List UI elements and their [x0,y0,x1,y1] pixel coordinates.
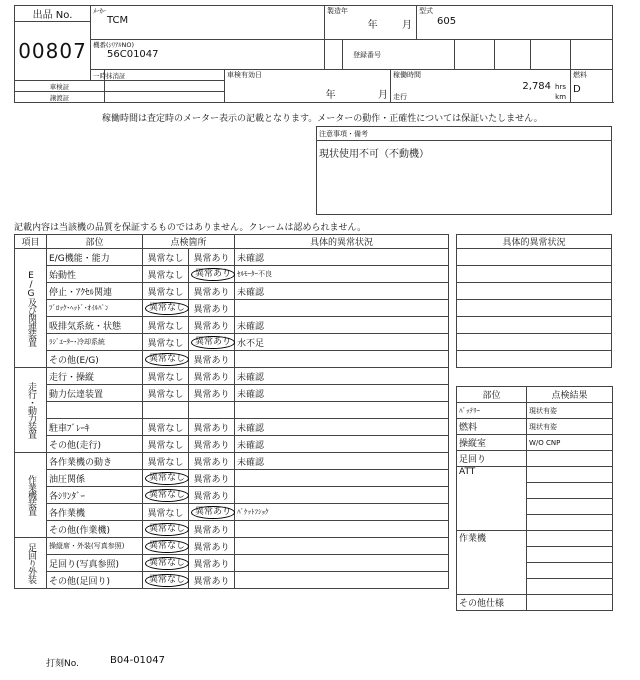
no-abnormality-label: 異常なし [147,423,184,434]
inspect-cert-label: 車検証 [15,81,105,92]
undercarriage-value [527,451,613,467]
group-label: E/G及び関連装置 [15,249,47,368]
part-cell: 足回り(写真参照) [47,555,143,572]
model-value: 605 [437,16,457,27]
normal-cell [143,504,189,521]
part-cell: ﾗｼﾞｴｰﾀｰ･冷却系統 [47,334,143,351]
fuel-result-label: 燃料 [457,419,527,435]
serial-blank [325,40,343,70]
abnormality-label: 異常あり [193,321,230,332]
model-label: 型式 [419,7,434,15]
group-label: 作業機装置 [15,453,47,538]
table-row [15,504,449,521]
other-spec-label: その他仕様 [457,595,527,611]
km-unit: km [555,93,567,101]
no-abnormality-label: 異常なし [145,557,189,570]
work-value-2 [527,547,613,563]
part-cell: 操縦席・外装(写真参照) [47,538,143,555]
table-row [15,266,449,283]
item-no-value: 00807 [15,22,91,81]
group-label: 足回り外装 [15,538,47,589]
inspection-table [14,234,449,589]
stamp-label: 打刻No. [46,659,79,669]
normal-cell [143,368,189,385]
normal-cell [143,453,189,470]
table-row [15,555,449,572]
abnormal-cell [189,300,235,317]
cab-value: W/O CNP [527,435,613,451]
detail-cell: 未確認 [235,368,449,385]
col-part: 部位 [47,235,143,249]
no-abnormality-label: 異常なし [145,302,189,315]
normal-cell [143,300,189,317]
no-abnormality-label: 異常なし [147,287,184,298]
reg-box-4 [571,40,613,70]
model-cell [417,6,613,40]
detail-cell: 未確認 [235,385,449,402]
abnormality-label: 異常あり [193,474,230,485]
maker-label: ﾒｰｶｰ [93,7,106,15]
part-cell: E/G機能・能力 [47,249,143,266]
no-abnormality-label: 異常なし [147,270,184,281]
abnormality-label: 異常あり [193,457,230,468]
abnormality-label: 異常あり [191,268,235,281]
part-cell: ﾌﾞﾛｯｸ･ﾍｯﾄﾞ･ｵｲﾙﾊﾟﾝ [47,300,143,317]
normal-cell [143,419,189,436]
table-row [15,283,449,300]
table-row [15,249,449,266]
abnormal-cell [189,283,235,300]
table-row [15,521,449,538]
work-value-3 [527,563,613,579]
reg-box-3 [531,40,571,70]
detail-cell [235,538,449,555]
cab-label: 操縦室 [457,435,527,451]
abnormal-cell [189,521,235,538]
normal-cell [143,351,189,368]
att-value-4 [527,515,613,531]
table-row [15,453,449,470]
battery-value: 現状有姿 [527,403,613,419]
abnormality-label: 異常あり [193,559,230,570]
normal-cell [143,402,189,419]
no-abnormality-label: 異常なし [147,372,184,383]
part-cell: 各ｼﾘﾝﾀﾞｰ [47,487,143,504]
abnormality-label: 異常あり [193,355,230,366]
reg-box-1 [455,40,495,70]
fuel-label: 燃料 [573,71,588,79]
no-abnormality-label: 異常なし [145,523,189,536]
att-value-1 [527,467,613,483]
detail-cell [235,351,449,368]
abnormal-cell [189,317,235,334]
normal-cell [143,317,189,334]
year-label: 製造年 [327,7,349,15]
abnormal-cell [189,538,235,555]
abnormality-label: 異常あり [193,525,230,536]
table-row [15,317,449,334]
no-abnormality-label: 異常なし [147,321,184,332]
hours-label: 稼働時間 [393,71,422,79]
abnormal-cell [189,555,235,572]
normal-cell [143,266,189,283]
work-value-1 [527,531,613,547]
abnormality-label: 異常あり [193,491,230,502]
detail-side-row [457,300,612,317]
detail-cell: 水不足 [235,334,449,351]
abnormality-label: 異常あり [193,372,230,383]
no-abnormality-label: 異常なし [147,338,184,349]
hours-value: 2,784 [522,81,552,92]
normal-cell [143,555,189,572]
no-abnormality-label: 異常なし [145,489,189,502]
col-check: 点検箇所 [143,235,235,249]
results-table [456,386,613,611]
item-no-label: 出品 No. [15,6,91,22]
reg-label: 登録番号 [343,40,455,70]
abnormal-cell [189,351,235,368]
normal-cell [143,334,189,351]
detail-cell [235,470,449,487]
abnormality-label: 異常あり [193,423,230,434]
group-label: 走行・動力装置 [15,368,47,453]
part-cell: 動力伝達装置 [47,385,143,402]
battery-label: ﾊﾞｯﾃﾘｰ [457,403,527,419]
detail-cell [235,402,449,419]
fuel-cell [571,70,613,103]
quality-note: 記載内容は当該機の品質を保証するものではありません。クレームは認められません。 [14,223,367,233]
detail-cell: ﾊﾞｹｯﾄﾌｼｮｸ [235,504,449,521]
stamp-value: B04-01047 [110,655,166,666]
detail-side-row [457,283,612,300]
detail-cell [235,487,449,504]
table-row [15,402,449,419]
abnormality-label: 異常あり [193,287,230,298]
no-abnormality-label: 異常なし [145,540,189,553]
abnormality-label: 異常あり [193,389,230,400]
abnormal-cell [189,436,235,453]
detail-cell: 未確認 [235,436,449,453]
normal-cell [143,521,189,538]
table-row [15,470,449,487]
detail-side-row [457,249,612,266]
year-cell [325,6,417,40]
other-spec-value [527,595,613,611]
col-detail: 具体的異常状況 [235,235,449,249]
detail-cell [235,300,449,317]
normal-cell [143,538,189,555]
no-abnormality-label: 異常なし [147,508,184,519]
normal-cell [143,283,189,300]
abnormal-cell [189,334,235,351]
abnormal-cell [189,402,235,419]
abnormality-label: 異常あり [193,440,230,451]
abnormal-cell [189,419,235,436]
detail-side-row [457,334,612,351]
worker-cert-value [105,92,225,103]
mileage-label: 走行 [393,93,408,101]
temp-cert-label: 一時抹消証 [91,70,105,81]
col-item: 項目 [15,235,47,249]
fuel-result-value: 現状有姿 [527,419,613,435]
part-cell: 駐車ﾌﾞﾚｰｷ [47,419,143,436]
abnormal-cell [189,385,235,402]
part-cell: 油圧関係 [47,470,143,487]
fuel-value: D [573,84,581,95]
abnormal-cell [189,453,235,470]
abnormal-cell [189,249,235,266]
work-machine-label: 作業機 [457,531,527,595]
serial-value: 56C01047 [107,49,159,60]
results-result-header: 点検結果 [527,387,613,403]
abnormal-cell [189,368,235,385]
detail-cell: 未確認 [235,317,449,334]
header-table [14,5,613,103]
work-value-4 [527,579,613,595]
att-value-3 [527,499,613,515]
normal-cell [143,572,189,589]
no-abnormality-label: 異常なし [145,574,189,587]
part-cell: その他(作業機) [47,521,143,538]
normal-cell [143,249,189,266]
table-row [15,487,449,504]
inspect-cert-value [105,81,225,92]
abnormality-label: 異常あり [193,576,230,587]
detail-side-header: 具体的異常状況 [457,235,612,249]
table-row [15,300,449,317]
part-cell: 吸排気系統・状態 [47,317,143,334]
remarks-text: 現状使用不可（不動機） [317,141,612,215]
detail-cell: 未確認 [235,453,449,470]
table-row [15,334,449,351]
table-row [15,419,449,436]
maker-value: TCM [107,15,129,26]
abnormality-label: 異常あり [193,304,230,315]
no-abnormality-label: 異常なし [145,353,189,366]
part-cell: その他(E/G) [47,351,143,368]
table-row [15,385,449,402]
att-label: ATT [457,467,527,531]
table-row [15,572,449,589]
table-row [15,368,449,385]
no-abnormality-label: 異常なし [147,253,184,264]
abnormal-cell [189,487,235,504]
abnormal-cell [189,266,235,283]
meter-note: 稼働時間は査定時のメーター表示の記載となります。メーターの動作・正確性については保証いたしません。 [102,114,543,124]
hrs-unit: hrs [555,83,567,91]
normal-cell [143,385,189,402]
table-row [15,351,449,368]
abnormality-label: 異常あり [191,336,235,349]
serial-label: 機番(ｼﾘｱﾙNO) [93,41,135,49]
normal-cell [143,436,189,453]
part-cell: 始動性 [47,266,143,283]
year-unit: 年 [367,20,378,31]
part-cell: 停止・ｱｸｾﾙ関連 [47,283,143,300]
no-abnormality-label: 異常なし [147,389,184,400]
valid-month-unit: 月 [378,90,389,101]
abnormal-cell [189,504,235,521]
table-row [15,436,449,453]
detail-cell: ｾﾙﾓｰﾀｰ不良 [235,266,449,283]
detail-cell: 未確認 [235,249,449,266]
serial-cell [91,40,325,70]
hours-cell [391,70,571,103]
remarks-label: 注意事項・備考 [317,127,612,141]
detail-side-row [457,351,612,368]
detail-cell [235,521,449,538]
normal-cell [143,470,189,487]
detail-cell: 未確認 [235,419,449,436]
valid-year-unit: 年 [325,90,336,101]
part-cell: その他(走行) [47,436,143,453]
results-part-header: 部位 [457,387,527,403]
month-unit: 月 [402,20,413,31]
remarks-box [316,126,612,215]
table-row [15,538,449,555]
att-value-2 [527,483,613,499]
abnormality-label: 異常あり [193,253,230,264]
part-cell: 各作業機の動き [47,453,143,470]
detail-cell [235,555,449,572]
part-cell: その他(足回り) [47,572,143,589]
reg-box-2 [495,40,531,70]
abnormal-cell [189,572,235,589]
maker-cell [91,6,325,40]
worker-cert-label: 譲渡証 [15,92,105,103]
no-abnormality-label: 異常なし [147,457,184,468]
inspect-valid-cell [225,70,391,103]
undercarriage-label: 足回り [457,451,527,467]
part-cell: 各作業機 [47,504,143,521]
part-cell [47,402,143,419]
abnormal-cell [189,470,235,487]
detail-side-row [457,317,612,334]
detail-side-table [456,234,612,368]
detail-cell [235,572,449,589]
no-abnormality-label: 異常なし [147,440,184,451]
abnormality-label: 異常あり [193,542,230,553]
part-cell: 走行・操縦 [47,368,143,385]
no-abnormality-label: 異常なし [145,472,189,485]
detail-cell: 未確認 [235,283,449,300]
inspect-valid-label: 車検有効日 [227,71,262,79]
abnormality-label: 異常あり [191,506,235,519]
detail-side-row [457,266,612,283]
normal-cell [143,487,189,504]
